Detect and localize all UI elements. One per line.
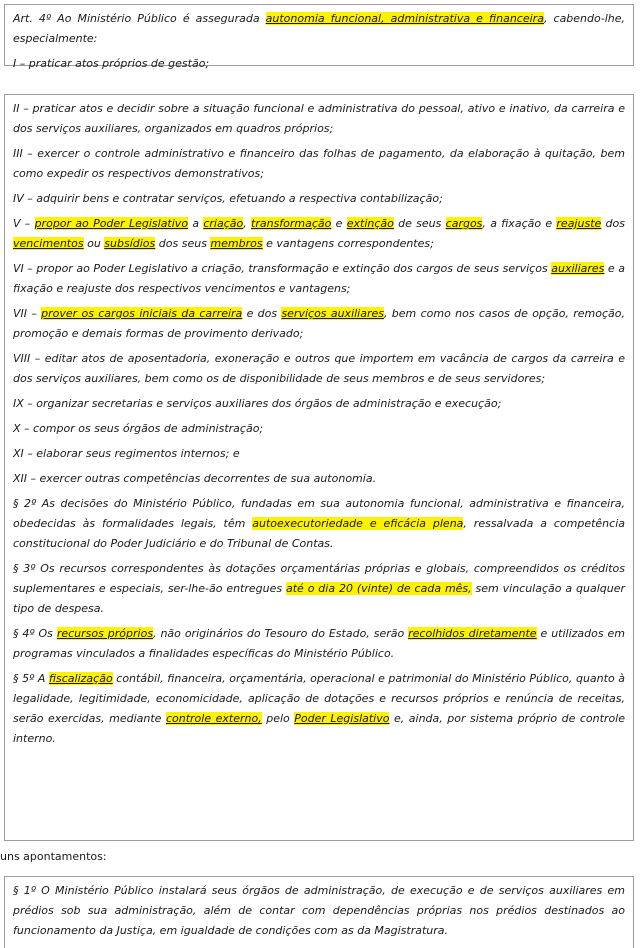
paragrafo-2: § 2º As decisões do Ministério Público, fundadas em sua autonomia funcional, administrativa e financeira, obedecidas às formalidades legais, têm autoexecutoriedade e eficácia plena, ressalvada a competência constitucional do Poder Judiciário e do Tribunal de Contas. [13, 497, 625, 550]
inciso-4: IV – adquirir bens e contratar serviços, efetuando a respectiva contabilização; [13, 192, 443, 205]
quote-box-art4 [4, 4, 634, 70]
inciso-10: X – compor os seus órgãos de administração; [13, 422, 264, 435]
inciso-12: XII – exercer outras competências decorrentes de sua autonomia. [13, 472, 377, 485]
paragrafo-3: § 3º Os recursos correspondentes às dotações orçamentárias próprias e globais, compreendidos os créditos suplementares e especiais, ser-lhe-ão entregues até o dia 20 (vinte) de cada mês, sem vinculação a qualquer tipo de despesa. [13, 562, 625, 615]
quote-box-art1 [4, 876, 634, 948]
inciso-2: II – praticar atos e decidir sobre a situação funcional e administrativa do pessoal, ativo e inativo, da carreira e dos serviços auxiliares, organizados em quadros próprios; [13, 102, 625, 135]
paragrafo-5: § 5º A fiscalização contábil, financeira, orçamentária, operacional e patrimonial do Ministério Público, quanto à legalidade, legitimidade, economicidade, aplicação de dotações e recursos próprios e renúncia de receitas, serão exercidas, mediante controle externo, pelo Poder Legislativo e, ainda, por sistema próprio de controle interno. [13, 672, 626, 745]
inciso-9: IX – organizar secretarias e serviços auxiliares dos órgãos de administração e execução; [13, 397, 502, 410]
inciso-8: VIII – editar atos de aposentadoria, exoneração e outros que importem em vacância de cargos da carreira e dos serviços auxiliares, bem como os de disponibilidade de seus membros e de seus servidores; [13, 352, 625, 385]
inciso-6: VI – propor ao Poder Legislativo a criação, transformação e extinção dos cargos de seus serviços auxiliares e a fixação e reajuste dos respectivos vencimentos e vantagens; [13, 262, 625, 295]
inciso-11: XI – elaborar seus regimentos internos; e [13, 447, 240, 460]
quote-box-incisos [4, 94, 634, 841]
inciso-5: V – propor ao Poder Legislativo a criação, transformação e extinção de seus cargos, a fixação e reajuste dos vencimentos ou subsídios dos seus membros e vantagens correspondentes; [13, 217, 625, 250]
inciso-1: I – praticar atos próprios de gestão; [13, 57, 210, 70]
inciso-3: III – exercer o controle administrativo e financeiro das folhas de pagamento, da elaboração à quitação, bem como expedir os respectivos demonstrativos; [13, 147, 625, 180]
paragrafo-1: § 1º O Ministério Público instalará seus órgãos de administração, de execução e de serviços auxiliares em prédios sob sua administração, além de contar com dependências próprias nos prédios destinados ao funcionamento da Justiça, em igualdade de condições com as da Magistratura. [13, 884, 625, 937]
highlight: autonomia funcional, administrativa e financeira [265, 12, 544, 25]
art4-caput: Art. 4º Ao Ministério Público é assegurada autonomia funcional, administrativa e financeira, cabendo-lhe, especialmente: [13, 12, 626, 45]
paragrafo-4: § 4º Os recursos próprios, não originários do Tesouro do Estado, serão recolhidos diretamente e utilizados em programas vinculados a finalidades específicas do Ministério Público. [13, 627, 626, 660]
plain-text: uns apontamentos: [0, 850, 107, 863]
inciso-7: VII – prover os cargos iniciais da carreira e dos serviços auxiliares, bem como nos casos de opção, remoção, promoção e demais formas de provimento derivado; [13, 307, 625, 340]
